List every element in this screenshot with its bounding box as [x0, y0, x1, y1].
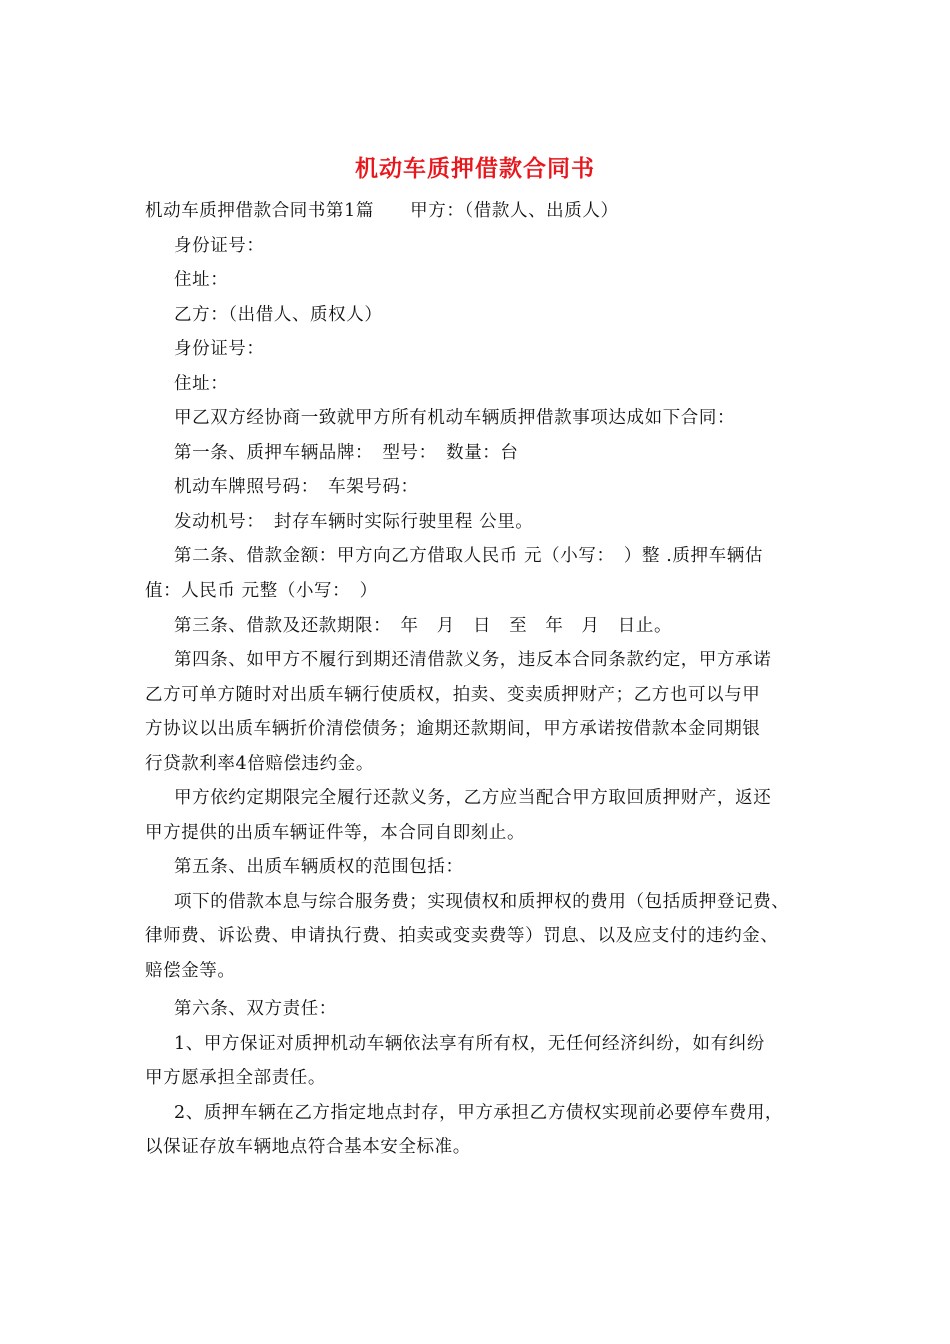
clause-3-line: 第三条、借款及还款期限： 年 月 日 至 年 月 日止。 — [174, 616, 673, 636]
party-b-id-line: 身份证号： — [174, 339, 265, 359]
scope-paragraph-continued: 律师费、诉讼费、申请执行费、拍卖或变卖费等）罚息、以及应支付的违约金、 — [145, 926, 779, 946]
party-b-line: 乙方：（出借人、质权人） — [174, 305, 383, 325]
clause-4-continued: 行贷款利率4倍赔偿违约金。 — [145, 754, 374, 774]
clause-4-line: 第四条、如甲方不履行到期还清借款义务，违反本合同条款约定，甲方承诺 — [174, 650, 772, 670]
repayment-paragraph: 甲方依约定期限完全履行还款义务，乙方应当配合甲方取回质押财产，返还 — [174, 788, 772, 808]
clause-5-line: 第五条、出质车辆质权的范围包括： — [174, 857, 464, 877]
party-a-id-line: 身份证号： — [174, 236, 265, 256]
party-a-address-line: 住址： — [174, 270, 229, 290]
clause-6-line: 第六条、双方责任： — [174, 999, 337, 1019]
document-title: 机动车质押借款合同书 — [355, 155, 595, 182]
intro-line: 机动车质押借款合同书第1篇 甲方：（借款人、出质人） — [145, 201, 619, 221]
responsibility-2-continued: 以保证存放车辆地点符合基本安全标准。 — [145, 1137, 471, 1157]
repayment-paragraph-continued: 甲方提供的出质车辆证件等，本合同自即刻止。 — [145, 823, 526, 843]
responsibility-1-line: 1、甲方保证对质押机动车辆依法享有所有权，无任何经济纠纷，如有纠纷 — [174, 1034, 765, 1054]
clause-2-line: 第二条、借款金额：甲方向乙方借取人民币 元（小写： ）整 .质押车辆估 — [174, 546, 763, 566]
responsibility-2-line: 2、质押车辆在乙方指定地点封存，甲方承担乙方债权实现前必要停车费用， — [174, 1103, 784, 1123]
scope-paragraph: 项下的借款本息与综合服务费；实现债权和质押权的费用（包括质押登记费、 — [174, 892, 790, 912]
engine-number-line: 发动机号： 封存车辆时实际行驶里程 公里。 — [174, 512, 534, 532]
responsibility-1-continued: 甲方愿承担全部责任。 — [145, 1068, 326, 1088]
plate-number-line: 机动车牌照号码： 车架号码： — [174, 477, 419, 497]
clause-2-continued: 值：人民币 元整（小写： ） — [145, 581, 378, 601]
scope-paragraph-continued: 赔偿金等。 — [145, 961, 236, 981]
agreement-line: 甲乙双方经协商一致就甲方所有机动车辆质押借款事项达成如下合同： — [174, 408, 736, 428]
clause-4-continued: 方协议以出质车辆折价清偿债务；逾期还款期间，甲方承诺按借款本金同期银 — [145, 719, 761, 739]
party-b-address-line: 住址： — [174, 374, 229, 394]
clause-1-line: 第一条、质押车辆品牌： 型号： 数量：台 — [174, 443, 519, 463]
clause-4-continued: 乙方可单方随时对出质车辆行使质权，拍卖、变卖质押财产；乙方也可以与甲 — [145, 685, 761, 705]
